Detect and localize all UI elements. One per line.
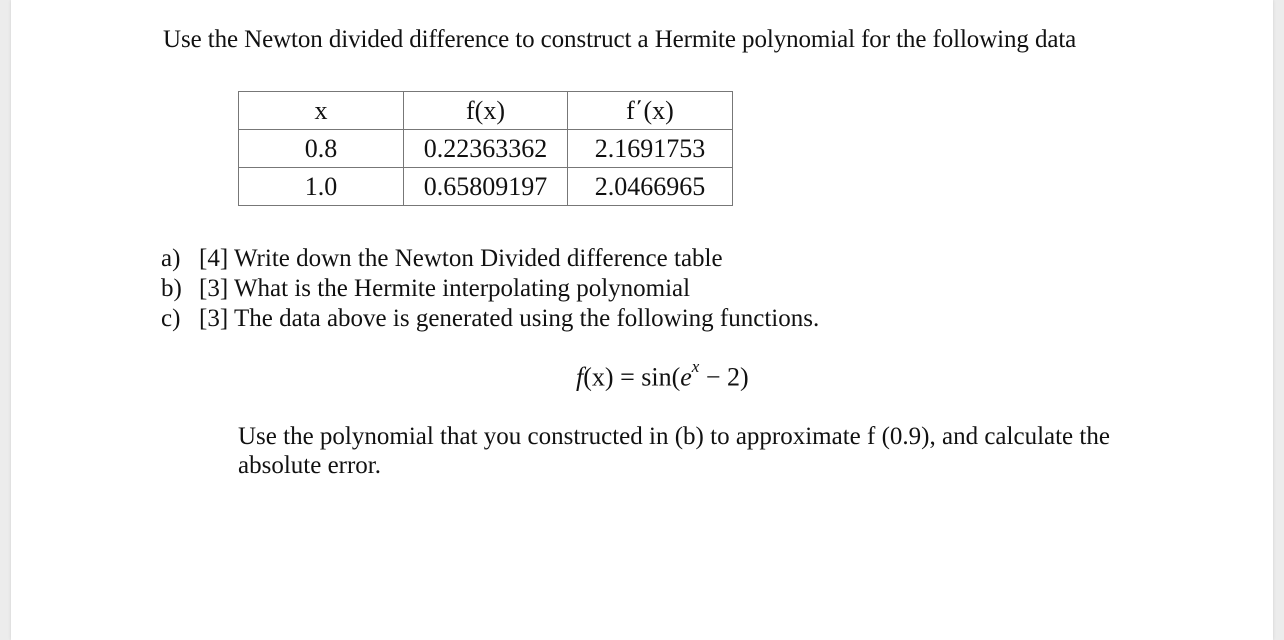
formula-equals-sin: = sin( xyxy=(613,362,681,392)
formula-function-name: f xyxy=(576,362,584,392)
question-marker: b) xyxy=(161,275,182,302)
cell-x: 1.0 xyxy=(239,168,404,206)
cell-fx: 0.65809197 xyxy=(404,168,568,206)
cell-fprime: 2.0466965 xyxy=(568,168,733,206)
question-marker: a) xyxy=(161,245,181,272)
formula-tail: − 2) xyxy=(699,362,749,392)
question-text: [3] What is the Hermite interpolating polynomial xyxy=(199,275,691,302)
function-formula xyxy=(576,357,749,393)
approximation-instruction: Use the polynomial that you constructed in (b) to approximate f (0.9), and calculate the absolute error. xyxy=(238,423,1110,479)
question-text: [4] Write down the Newton Divided difference table xyxy=(199,245,723,272)
problem-heading: Use the Newton divided difference to construct a Hermite polynomial for the following data xyxy=(163,26,1077,53)
cell-x: 0.8 xyxy=(239,130,404,168)
question-text: [3] The data above is generated using the following functions. xyxy=(199,305,820,332)
formula-exponent: x xyxy=(691,357,700,376)
table-header-row xyxy=(239,92,733,130)
table-row xyxy=(239,130,733,168)
header-fprime: f΄(x) xyxy=(568,92,733,130)
cell-fprime: 2.1691753 xyxy=(568,130,733,168)
header-x: x xyxy=(239,92,404,130)
formula-base: e xyxy=(680,362,692,392)
header-fx: f(x) xyxy=(404,92,568,130)
document-page xyxy=(11,0,1273,640)
question-marker: c) xyxy=(161,305,181,332)
cell-fx: 0.22363362 xyxy=(404,130,568,168)
data-table xyxy=(238,91,733,206)
table-row xyxy=(239,168,733,206)
formula-argument: (x) xyxy=(583,362,614,392)
